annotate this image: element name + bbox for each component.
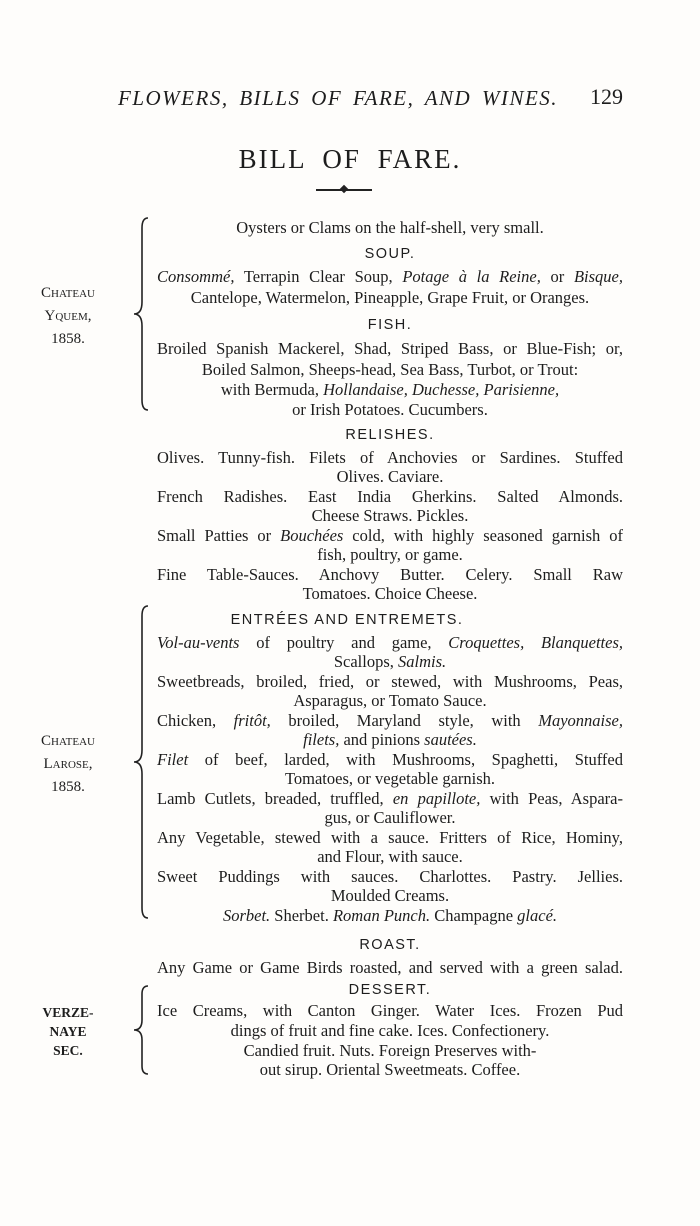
brace-icon (128, 216, 152, 412)
wine-name: VERZE- (42, 1005, 94, 1020)
brace-verzenaye (128, 984, 152, 1081)
relishes-line-5 (157, 526, 623, 546)
brace-yquem (128, 216, 152, 417)
ent-glace: glacé. (517, 906, 558, 925)
page-number: 129 (590, 84, 623, 109)
soup-consomme: Consommé, (157, 267, 235, 286)
page-title: BILL OF FARE. (238, 144, 462, 174)
soup-line-2: Cantelope, Watermelon, Pineapple, Grape Fruit, or Oranges. (190, 288, 590, 307)
fish-line-2: Boiled Salmon, Sheeps-head, Sea Bass, Turbot, or Trout: (201, 360, 579, 379)
fish-heading: FISH. (367, 317, 413, 333)
ent-pinions: and pinions (339, 730, 425, 749)
entrees-line-12: and Flour, with sauce. (317, 847, 463, 866)
ent-filet: Filet (157, 750, 189, 769)
oysters-line: Oysters or Clams on the half-shell, very small. (236, 218, 544, 237)
dessert-heading: DESSERT. (348, 982, 432, 998)
wine-name-2: Yquem, (44, 308, 92, 324)
roast-heading: ROAST. (359, 937, 421, 953)
rel-bouchees: Bouchées (280, 526, 344, 545)
ent-sherbet: Sherbet. (270, 906, 333, 925)
fish-sauces: Hollandaise, Duchesse, Parisienne, (323, 380, 560, 399)
entrees-line-3: Sweetbreads, broiled, fried, or stewed, with Mushrooms, Peas, (157, 672, 623, 691)
dessert-line-1: Ice Creams, with Canton Ginger. Water Ices. Frozen Pud (157, 1001, 623, 1020)
relishes-line-1: Olives. Tunny-fish. Filets of Anchovies or Sardines. Stuffed (157, 448, 623, 467)
roast-line-1: Any Game or Game Birds roasted, and served with a green salad. (157, 958, 623, 977)
fish-with: with Bermuda, (220, 380, 324, 399)
ent-peas: with Peas, Aspara- (480, 789, 623, 808)
ent-lamb: Lamb Cutlets, breaded, truffled, (157, 789, 393, 808)
relishes-line-4: Cheese Straws. Pickles. (311, 506, 469, 525)
entrees-heading: ENTRÉES AND ENTREMETS. (230, 612, 464, 628)
entrees-line-14: Moulded Creams. (330, 886, 450, 905)
ent-papillote: en papillote, (392, 789, 481, 808)
entrees-line-2 (157, 652, 623, 672)
dessert-line-3: Candied fruit. Nuts. Foreign Preserves with- (243, 1041, 537, 1060)
wine-name-2: NAYE (49, 1024, 87, 1039)
ent-poultry: of poultry and game, (239, 633, 449, 652)
brace-icon (128, 984, 152, 1076)
entrees-line-13: Sweet Puddings with sauces. Charlottes. Pastry. Jellies. (157, 867, 623, 886)
fish-line-1: Broiled Spanish Mackerel, Shad, Striped Bass, or Blue-Fish; or, (157, 339, 623, 358)
entrees-line-1 (157, 633, 623, 653)
dessert-line-4: out sirup. Oriental Sweetmeats. Coffee. (259, 1060, 521, 1079)
relishes-line-7: Fine Table-Sauces. Anchovy Butter. Celery. Small Raw (157, 565, 623, 584)
ent-sautees: sautées. (424, 730, 477, 749)
entrees-line-6 (157, 730, 623, 750)
relishes-line-3: French Radishes. East India Gherkins. Salted Almonds. (157, 487, 623, 506)
ent-fritot: fritôt, (233, 711, 271, 730)
ent-sorbet: Sorbet. (222, 906, 271, 925)
wine-label-yquem (18, 282, 118, 351)
soup-line-1 (157, 267, 623, 287)
wine-year: 1858. (51, 779, 85, 795)
rel-cold: cold, with highly seasoned garnish of (343, 526, 623, 545)
entrees-line-5 (157, 711, 623, 731)
relishes-line-8: Tomatoes. Choice Cheese. (302, 584, 478, 603)
soup-heading: SOUP. (364, 246, 416, 262)
entrees-line-10: gus, or Cauliflower. (324, 808, 456, 827)
entrees-line-4: Asparagus, or Tomato Sauce. (293, 691, 487, 710)
ent-filets: filets, (303, 730, 340, 749)
entrees-line-15 (157, 906, 623, 926)
wine-name-2: Larose, (43, 756, 93, 772)
dessert-line-2: dings of fruit and fine cake. Ices. Confectionery. (230, 1021, 550, 1040)
relishes-heading: RELISHES. (345, 427, 435, 443)
soup-bisque: Bisque, (573, 267, 624, 286)
brace-icon (128, 604, 152, 920)
ent-broiled: broiled, Maryland style, with (270, 711, 539, 730)
wine-name: Chateau (41, 733, 95, 749)
wine-year: 1858. (51, 331, 85, 347)
wine-year: SEC. (53, 1043, 83, 1058)
ent-roman-punch: Roman Punch. (332, 906, 431, 925)
ent-croquettes: Croquettes, Blanquettes, (448, 633, 623, 652)
ent-volauvents: Vol-au-vents (157, 633, 240, 652)
title-ornament (316, 189, 372, 191)
soup-or: or (540, 267, 574, 286)
ent-champagne: Champagne (430, 906, 518, 925)
entrees-line-9 (157, 789, 623, 809)
ent-chicken: Chicken, (157, 711, 234, 730)
running-header: FLOWERS, BILLS OF FARE, AND WINES. (118, 86, 559, 110)
fish-line-4: or Irish Potatoes. Cucumbers. (292, 400, 488, 419)
fish-line-3 (157, 380, 623, 400)
relishes-line-2: Olives. Caviare. (336, 467, 444, 486)
entrees-line-7 (157, 750, 623, 770)
rel-patties: Small Patties or (157, 526, 281, 545)
soup-potage: Potage à la Reine, (402, 267, 541, 286)
entrees-line-11: Any Vegetable, stewed with a sauce. Fritters of Rice, Hominy, (157, 828, 623, 847)
relishes-line-6: fish, poultry, or game. (317, 545, 463, 564)
ent-salmis: Salmis. (398, 652, 447, 671)
ent-beef: of beef, larded, with Mushrooms, Spaghetti, Stuffed (188, 750, 623, 769)
wine-label-larose (18, 730, 118, 799)
brace-larose (128, 604, 152, 925)
wine-name: Chateau (41, 285, 95, 301)
ent-mayonnaise: Mayonnaise, (538, 711, 623, 730)
soup-text: Terrapin Clear Soup, (234, 267, 403, 286)
entrees-line-8: Tomatoes, or vegetable garnish. (284, 769, 496, 788)
wine-label-verzenaye (18, 1003, 118, 1060)
ent-scallops: Scallops, (333, 652, 399, 671)
